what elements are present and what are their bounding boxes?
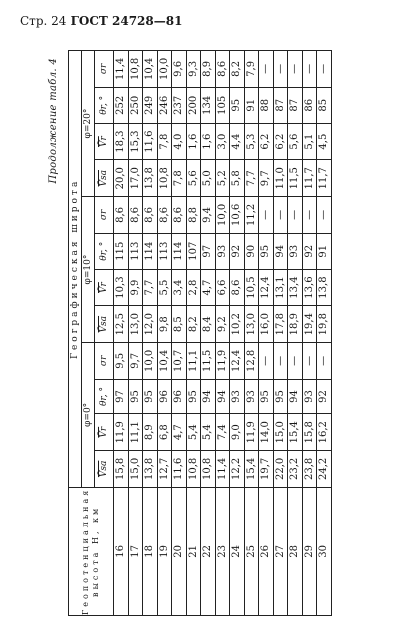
- value-cell: —: [302, 51, 317, 88]
- value-cell: 10,3: [114, 269, 129, 306]
- value-cell: 10,0: [215, 197, 230, 234]
- value-cell: 90: [244, 233, 259, 269]
- value-cell: 6,6: [215, 269, 230, 306]
- value-cell: 13,4: [288, 269, 303, 306]
- column-header: V̄sa: [95, 160, 114, 197]
- value-cell: 2,8: [186, 269, 201, 306]
- table-row: [201, 51, 216, 616]
- value-cell: 5,6: [288, 123, 303, 160]
- column-header: V̄sa: [95, 306, 114, 343]
- table-row: [128, 51, 143, 616]
- value-cell: 13,0: [128, 306, 143, 343]
- value-cell: 94: [288, 379, 303, 414]
- value-cell: 246: [157, 87, 172, 123]
- value-cell: 91: [244, 87, 259, 123]
- column-header: V̄r: [95, 269, 114, 306]
- value-cell: 4,5: [317, 123, 332, 160]
- table-row: [230, 51, 245, 616]
- value-cell: 8,6: [128, 197, 143, 234]
- table-row: [317, 51, 332, 616]
- column-header: σr: [95, 343, 114, 380]
- value-cell: 9,2: [215, 306, 230, 343]
- column-header: θr, °: [95, 233, 114, 269]
- value-cell: 15,4: [288, 414, 303, 451]
- value-cell: 18,3: [114, 123, 129, 160]
- value-cell: 23,2: [288, 451, 303, 488]
- value-cell: 18,9: [288, 306, 303, 343]
- page-number: Стр. 24: [20, 14, 67, 28]
- height-cell: 29: [302, 487, 317, 615]
- value-cell: 11,2: [244, 197, 259, 234]
- value-cell: 87: [273, 87, 288, 123]
- value-cell: 7,9: [244, 51, 259, 88]
- value-cell: 11,1: [128, 414, 143, 451]
- value-cell: 115: [114, 233, 129, 269]
- height-cell: 20: [172, 487, 187, 615]
- value-cell: 8,2: [186, 306, 201, 343]
- value-cell: 3,0: [215, 123, 230, 160]
- value-cell: 252: [114, 87, 129, 123]
- value-cell: 5,1: [302, 123, 317, 160]
- table-row: [288, 51, 303, 616]
- column-header: σr: [95, 51, 114, 88]
- value-cell: —: [273, 51, 288, 88]
- value-cell: 105: [215, 87, 230, 123]
- value-cell: 15,4: [244, 451, 259, 488]
- value-cell: 5,2: [215, 160, 230, 197]
- value-cell: 5,4: [201, 414, 216, 451]
- table-row: [114, 51, 129, 616]
- value-cell: 8,6: [172, 197, 187, 234]
- value-cell: 200: [186, 87, 201, 123]
- value-cell: 15,3: [128, 123, 143, 160]
- height-cell: 25: [244, 487, 259, 615]
- value-cell: 17,8: [273, 306, 288, 343]
- value-cell: 13,6: [302, 269, 317, 306]
- value-cell: 9,6: [172, 51, 187, 88]
- value-cell: 10,8: [128, 51, 143, 88]
- value-cell: 6,2: [273, 123, 288, 160]
- value-cell: 16,0: [259, 306, 274, 343]
- value-cell: 5,0: [201, 160, 216, 197]
- value-cell: 97: [114, 379, 129, 414]
- value-cell: 6,2: [259, 123, 274, 160]
- value-cell: 5,4: [186, 414, 201, 451]
- value-cell: 8,2: [230, 51, 245, 88]
- value-cell: 23,8: [302, 451, 317, 488]
- latitude-group-header: Географическая широта: [69, 51, 82, 488]
- latitude-0: φ=0°: [82, 343, 95, 488]
- value-cell: 9,4: [201, 197, 216, 234]
- value-cell: 13,8: [143, 160, 158, 197]
- value-cell: —: [259, 343, 274, 380]
- column-header: V̄r: [95, 414, 114, 451]
- height-cell: 17: [128, 487, 143, 615]
- value-cell: 93: [302, 379, 317, 414]
- value-cell: 10,4: [143, 51, 158, 88]
- value-cell: 107: [186, 233, 201, 269]
- value-cell: 13,1: [273, 269, 288, 306]
- value-cell: —: [288, 343, 303, 380]
- height-cell: 19: [157, 487, 172, 615]
- value-cell: 11,6: [172, 451, 187, 488]
- value-cell: 19,4: [302, 306, 317, 343]
- value-cell: 12,5: [114, 306, 129, 343]
- value-cell: 19,8: [317, 306, 332, 343]
- column-header: σr: [95, 197, 114, 234]
- value-cell: 9,8: [157, 306, 172, 343]
- table-row: [143, 51, 158, 616]
- value-cell: 15,8: [114, 451, 129, 488]
- value-cell: —: [317, 197, 332, 234]
- value-cell: 4,0: [172, 123, 187, 160]
- value-cell: 11,4: [114, 51, 129, 88]
- value-cell: 13,8: [317, 269, 332, 306]
- value-cell: 10,4: [157, 343, 172, 380]
- value-cell: 9,9: [128, 269, 143, 306]
- value-cell: —: [302, 343, 317, 380]
- value-cell: 11,5: [201, 343, 216, 380]
- rotated-page: [44, 50, 404, 620]
- table-row: [244, 51, 259, 616]
- value-cell: 5,5: [157, 269, 172, 306]
- value-cell: 92: [230, 233, 245, 269]
- value-cell: 7,7: [244, 160, 259, 197]
- value-cell: 8,5: [172, 306, 187, 343]
- value-cell: 1,6: [186, 123, 201, 160]
- value-cell: 9,7: [128, 343, 143, 380]
- height-cell: 24: [230, 487, 245, 615]
- value-cell: 8,6: [114, 197, 129, 234]
- value-cell: 249: [143, 87, 158, 123]
- value-cell: 7,4: [215, 414, 230, 451]
- value-cell: 10,8: [186, 451, 201, 488]
- value-cell: 93: [215, 233, 230, 269]
- value-cell: 95: [230, 87, 245, 123]
- value-cell: 86: [302, 87, 317, 123]
- value-cell: 91: [317, 233, 332, 269]
- value-cell: 15,0: [128, 451, 143, 488]
- latitude-20: φ=20°: [82, 51, 95, 197]
- value-cell: 4,4: [230, 123, 245, 160]
- height-cell: 22: [201, 487, 216, 615]
- value-cell: 11,5: [288, 160, 303, 197]
- value-cell: 5,3: [244, 123, 259, 160]
- stub-header: Геопотенциальная высота H, км: [69, 487, 114, 615]
- value-cell: 19,7: [259, 451, 274, 488]
- page-header: [20, 14, 182, 28]
- value-cell: 8,9: [143, 414, 158, 451]
- value-cell: 12,0: [143, 306, 158, 343]
- value-cell: 12,2: [230, 451, 245, 488]
- table-row: [186, 51, 201, 616]
- value-cell: 17,0: [128, 160, 143, 197]
- value-cell: 11,7: [317, 160, 332, 197]
- value-cell: 7,8: [172, 160, 187, 197]
- value-cell: 11,1: [186, 343, 201, 380]
- value-cell: 10,2: [230, 306, 245, 343]
- height-cell: 18: [143, 487, 158, 615]
- value-cell: 10,7: [172, 343, 187, 380]
- value-cell: 11,9: [114, 414, 129, 451]
- value-cell: 85: [317, 87, 332, 123]
- value-cell: 11,7: [302, 160, 317, 197]
- latitude-10: φ=10°: [82, 197, 95, 343]
- value-cell: 14,0: [259, 414, 274, 451]
- wind-statistics-table: [68, 50, 332, 616]
- height-cell: 21: [186, 487, 201, 615]
- table-row: [302, 51, 317, 616]
- value-cell: —: [288, 51, 303, 88]
- value-cell: 12,7: [157, 451, 172, 488]
- value-cell: 95: [128, 379, 143, 414]
- value-cell: 11,4: [215, 451, 230, 488]
- value-cell: 22,0: [273, 451, 288, 488]
- value-cell: 4,7: [201, 269, 216, 306]
- value-cell: 10,8: [157, 160, 172, 197]
- table-row: [157, 51, 172, 616]
- value-cell: 94: [273, 233, 288, 269]
- value-cell: 93: [244, 379, 259, 414]
- value-cell: 5,8: [230, 160, 245, 197]
- value-cell: 113: [157, 233, 172, 269]
- value-cell: 97: [201, 233, 216, 269]
- column-header: V̄sa: [95, 451, 114, 488]
- value-cell: —: [288, 197, 303, 234]
- value-cell: 92: [317, 379, 332, 414]
- value-cell: 134: [201, 87, 216, 123]
- value-cell: 11,9: [215, 343, 230, 380]
- value-cell: 95: [259, 379, 274, 414]
- value-cell: 94: [201, 379, 216, 414]
- value-cell: 8,6: [215, 51, 230, 88]
- value-cell: 95: [273, 379, 288, 414]
- value-cell: 7,7: [143, 269, 158, 306]
- value-cell: 12,8: [244, 343, 259, 380]
- standard-code: ГОСТ 24728—81: [70, 14, 183, 28]
- height-cell: 28: [288, 487, 303, 615]
- value-cell: 8,8: [186, 197, 201, 234]
- value-cell: —: [273, 197, 288, 234]
- value-cell: 250: [128, 87, 143, 123]
- value-cell: 94: [215, 379, 230, 414]
- value-cell: —: [259, 197, 274, 234]
- value-cell: 12,4: [230, 343, 245, 380]
- value-cell: 15,8: [302, 414, 317, 451]
- value-cell: 93: [230, 379, 245, 414]
- value-cell: 8,9: [201, 51, 216, 88]
- table-row: [273, 51, 288, 616]
- value-cell: 6,8: [157, 414, 172, 451]
- value-cell: 10,8: [201, 451, 216, 488]
- table-row: [259, 51, 274, 616]
- value-cell: 16,2: [317, 414, 332, 451]
- value-cell: 11,9: [244, 414, 259, 451]
- height-cell: 30: [317, 487, 332, 615]
- value-cell: 114: [172, 233, 187, 269]
- value-cell: 10,5: [244, 269, 259, 306]
- value-cell: 237: [172, 87, 187, 123]
- value-cell: 13,8: [143, 451, 158, 488]
- value-cell: 114: [143, 233, 158, 269]
- value-cell: 96: [157, 379, 172, 414]
- value-cell: 15,0: [273, 414, 288, 451]
- value-cell: 92: [302, 233, 317, 269]
- value-cell: 113: [128, 233, 143, 269]
- value-cell: 95: [186, 379, 201, 414]
- value-cell: 93: [288, 233, 303, 269]
- value-cell: 9,0: [230, 414, 245, 451]
- table-continuation-label: Продолжение табл. 4: [48, 58, 59, 184]
- value-cell: 24,2: [317, 451, 332, 488]
- value-cell: 8,4: [201, 306, 216, 343]
- value-cell: —: [273, 343, 288, 380]
- value-cell: —: [302, 197, 317, 234]
- height-cell: 23: [215, 487, 230, 615]
- value-cell: 95: [143, 379, 158, 414]
- column-header: V̄r: [95, 123, 114, 160]
- value-cell: 88: [259, 87, 274, 123]
- value-cell: 7,8: [157, 123, 172, 160]
- value-cell: 8,6: [230, 269, 245, 306]
- value-cell: 96: [172, 379, 187, 414]
- value-cell: —: [259, 51, 274, 88]
- value-cell: 87: [288, 87, 303, 123]
- value-cell: 11,0: [273, 160, 288, 197]
- value-cell: 11,6: [143, 123, 158, 160]
- height-cell: 27: [273, 487, 288, 615]
- value-cell: 9,7: [259, 160, 274, 197]
- value-cell: 9,3: [186, 51, 201, 88]
- value-cell: 5,6: [186, 160, 201, 197]
- value-cell: 10,0: [143, 343, 158, 380]
- table-body: [114, 51, 332, 616]
- value-cell: —: [317, 343, 332, 380]
- table-row: [172, 51, 187, 616]
- value-cell: 95: [259, 233, 274, 269]
- value-cell: 3,4: [172, 269, 187, 306]
- column-header: θr, °: [95, 87, 114, 123]
- height-cell: 26: [259, 487, 274, 615]
- value-cell: 4,7: [172, 414, 187, 451]
- value-cell: 9,5: [114, 343, 129, 380]
- value-cell: 10,6: [230, 197, 245, 234]
- column-header: θr, °: [95, 379, 114, 414]
- value-cell: 8,6: [143, 197, 158, 234]
- height-cell: 16: [114, 487, 129, 615]
- value-cell: 8,6: [157, 197, 172, 234]
- value-cell: 10,0: [157, 51, 172, 88]
- value-cell: 12,4: [259, 269, 274, 306]
- value-cell: 20,0: [114, 160, 129, 197]
- value-cell: 13,0: [244, 306, 259, 343]
- value-cell: —: [317, 51, 332, 88]
- table-row: [215, 51, 230, 616]
- value-cell: 1,6: [201, 123, 216, 160]
